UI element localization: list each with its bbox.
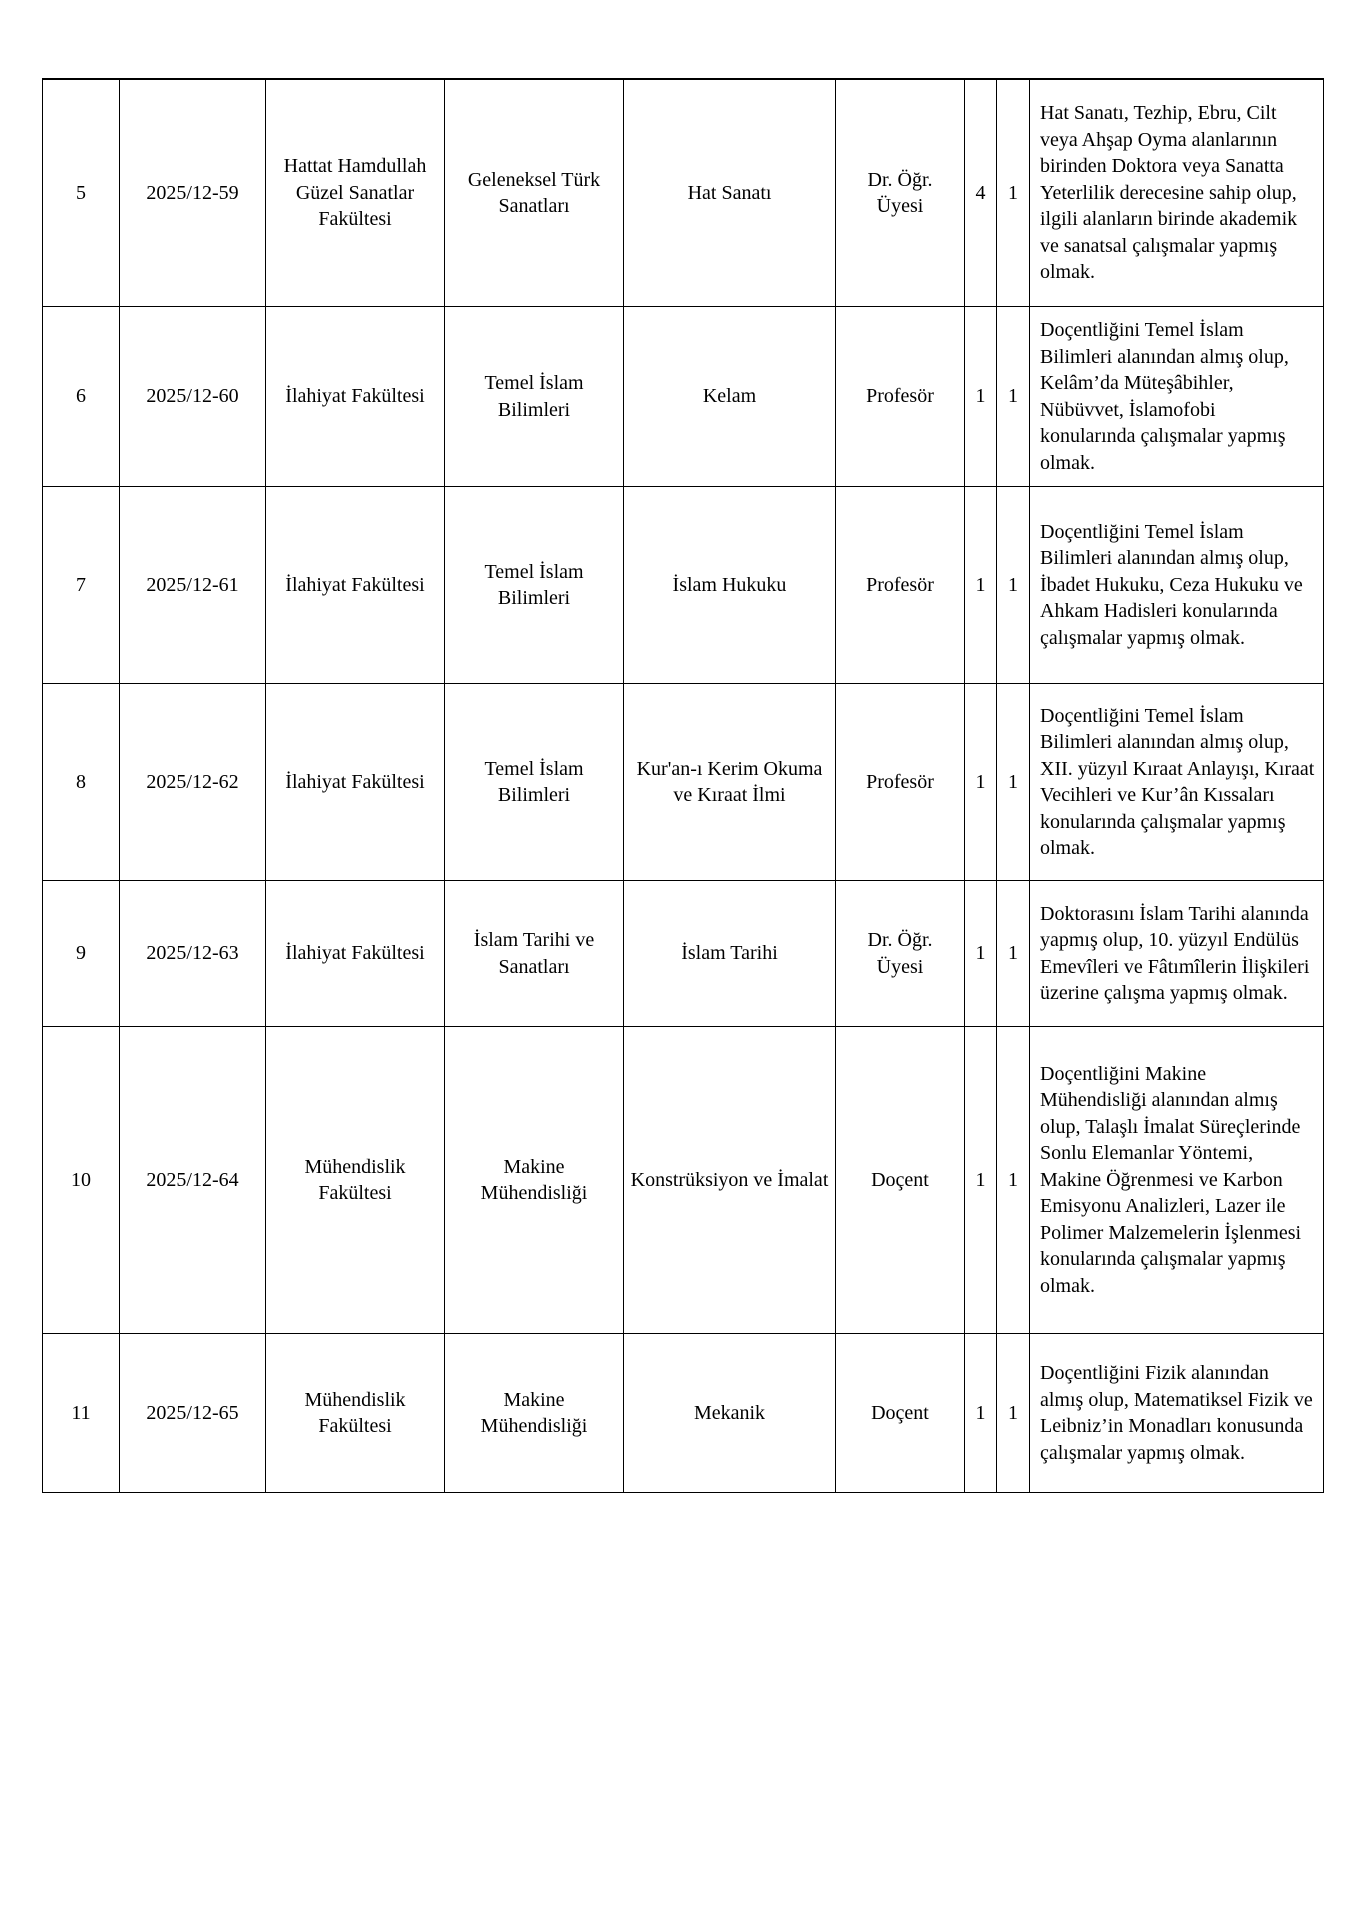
position-code: 2025/12-60 — [120, 307, 266, 487]
position-count: 1 — [997, 684, 1030, 881]
row-number: 9 — [43, 881, 120, 1027]
faculty: İlahiyat Fakültesi — [266, 487, 445, 684]
table-row — [43, 79, 1324, 307]
faculty: Mühendislik Fakültesi — [266, 1334, 445, 1493]
academic-title: Dr. Öğr. Üyesi — [836, 881, 965, 1027]
position-code: 2025/12-65 — [120, 1334, 266, 1493]
requirement: Hat Sanatı, Tezhip, Ebru, Cilt veya Ahşap Oyma alanlarının birinden Doktora veya Sanatta Yeterlilik derecesine sahip olup, ilgili alanların birinde akademik ve sanatsal çalışmalar yapmış olmak. — [1030, 79, 1324, 307]
positions-table — [42, 78, 1324, 1493]
field: Kelam — [624, 307, 836, 487]
degree: 1 — [965, 307, 997, 487]
field: İslam Hukuku — [624, 487, 836, 684]
row-number: 6 — [43, 307, 120, 487]
position-code: 2025/12-61 — [120, 487, 266, 684]
faculty: İlahiyat Fakültesi — [266, 307, 445, 487]
academic-title: Profesör — [836, 307, 965, 487]
row-number: 10 — [43, 1027, 120, 1334]
row-number: 11 — [43, 1334, 120, 1493]
table-row — [43, 1027, 1324, 1334]
department: İslam Tarihi ve Sanatları — [445, 881, 624, 1027]
degree: 4 — [965, 79, 997, 307]
academic-title: Doçent — [836, 1027, 965, 1334]
requirement: Doçentliğini Fizik alanından almış olup, Matematiksel Fizik ve Leibniz’in Monadları konusunda çalışmalar yapmış olmak. — [1030, 1334, 1324, 1493]
row-number: 7 — [43, 487, 120, 684]
position-code: 2025/12-64 — [120, 1027, 266, 1334]
department: Temel İslam Bilimleri — [445, 487, 624, 684]
field: İslam Tarihi — [624, 881, 836, 1027]
academic-title: Doçent — [836, 1334, 965, 1493]
department: Temel İslam Bilimleri — [445, 684, 624, 881]
field: Hat Sanatı — [624, 79, 836, 307]
table-row — [43, 487, 1324, 684]
table-row — [43, 1334, 1324, 1493]
degree: 1 — [965, 881, 997, 1027]
table-row — [43, 881, 1324, 1027]
department: Geleneksel Türk Sanatları — [445, 79, 624, 307]
position-count: 1 — [997, 79, 1030, 307]
table-row — [43, 307, 1324, 487]
position-code: 2025/12-62 — [120, 684, 266, 881]
academic-title: Profesör — [836, 487, 965, 684]
position-count: 1 — [997, 487, 1030, 684]
degree: 1 — [965, 1334, 997, 1493]
faculty: Mühendislik Fakültesi — [266, 1027, 445, 1334]
academic-title: Dr. Öğr. Üyesi — [836, 79, 965, 307]
department: Makine Mühendisliği — [445, 1334, 624, 1493]
degree: 1 — [965, 684, 997, 881]
table-row — [43, 684, 1324, 881]
position-code: 2025/12-59 — [120, 79, 266, 307]
field: Mekanik — [624, 1334, 836, 1493]
position-count: 1 — [997, 1334, 1030, 1493]
field: Konstrüksiyon ve İmalat — [624, 1027, 836, 1334]
degree: 1 — [965, 1027, 997, 1334]
faculty: İlahiyat Fakültesi — [266, 881, 445, 1027]
requirement: Doçentliğini Temel İslam Bilimleri alanından almış olup, Kelâm’da Müteşâbihler, Nübüvvet, İslamofobi konularında çalışmalar yapmış olmak. — [1030, 307, 1324, 487]
row-number: 8 — [43, 684, 120, 881]
field: Kur'an-ı Kerim Okuma ve Kıraat İlmi — [624, 684, 836, 881]
department: Temel İslam Bilimleri — [445, 307, 624, 487]
row-number: 5 — [43, 79, 120, 307]
requirement: Doçentliğini Temel İslam Bilimleri alanından almış olup, XII. yüzyıl Kıraat Anlayışı, Kıraat Vecihleri ve Kur’ân Kıssaları konularında çalışmalar yapmış olmak. — [1030, 684, 1324, 881]
requirement: Doktorasını İslam Tarihi alanında yapmış olup, 10. yüzyıl Endülüs Emevîleri ve Fâtımîlerin İlişkileri üzerine çalışma yapmış olmak. — [1030, 881, 1324, 1027]
department: Makine Mühendisliği — [445, 1027, 624, 1334]
position-count: 1 — [997, 307, 1030, 487]
requirement: Doçentliğini Temel İslam Bilimleri alanından almış olup, İbadet Hukuku, Ceza Hukuku ve Ahkam Hadisleri konularında çalışmalar yapmış olmak. — [1030, 487, 1324, 684]
requirement: Doçentliğini Makine Mühendisliği alanından almış olup, Talaşlı İmalat Süreçlerinde Sonlu Elemanlar Yöntemi, Makine Öğrenmesi ve Karbon Emisyonu Analizleri, Lazer ile Polimer Malzemelerin İşlenmesi konularında çalışmalar yapmış olmak. — [1030, 1027, 1324, 1334]
academic-title: Profesör — [836, 684, 965, 881]
faculty: İlahiyat Fakültesi — [266, 684, 445, 881]
position-code: 2025/12-63 — [120, 881, 266, 1027]
degree: 1 — [965, 487, 997, 684]
position-count: 1 — [997, 881, 1030, 1027]
faculty: Hattat Hamdullah Güzel Sanatlar Fakültesi — [266, 79, 445, 307]
position-count: 1 — [997, 1027, 1030, 1334]
